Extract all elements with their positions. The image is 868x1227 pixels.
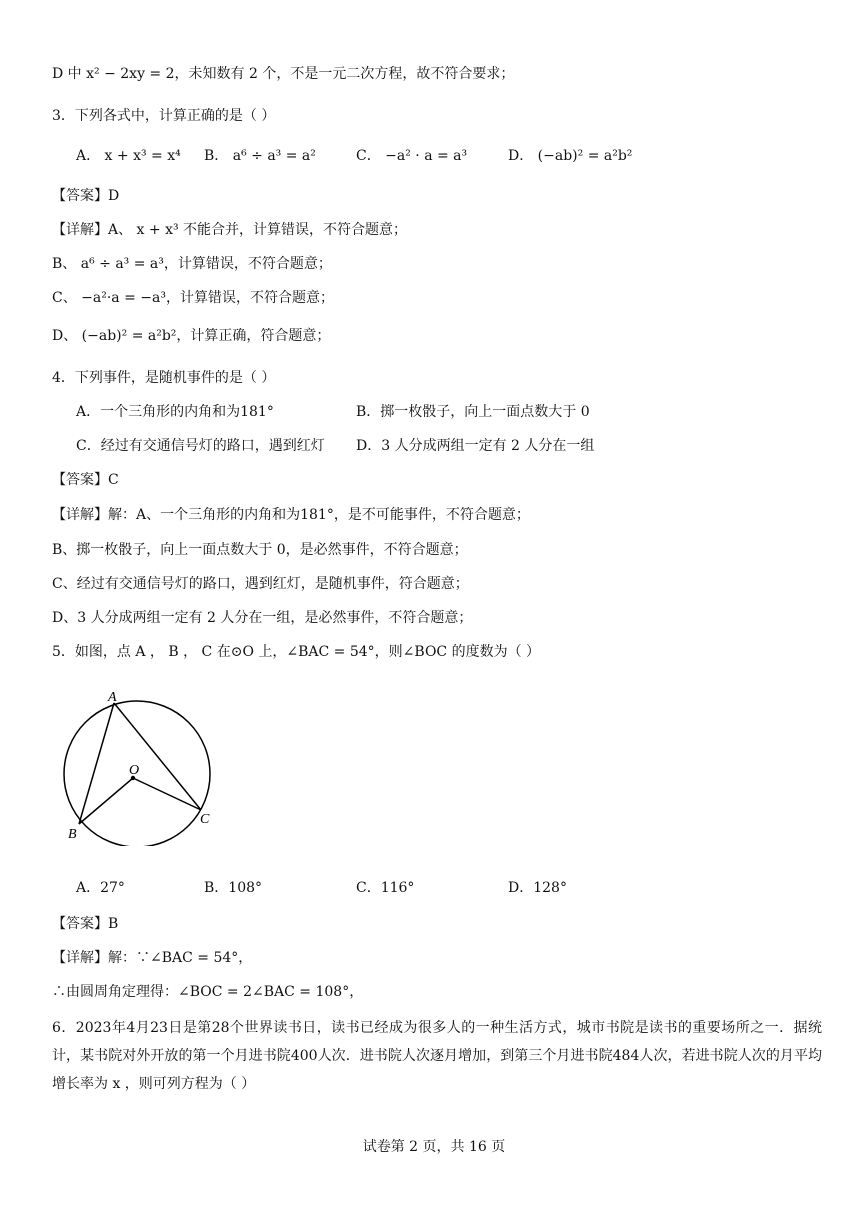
q4-option-d: D．3 人分成两组一定有 2 人分在一组 [356,438,595,454]
radius-ob [79,778,133,824]
radius-oc [133,778,201,810]
page-footer: 试卷第 2 页，共 16 页 [362,1139,506,1155]
q3-answer: 【答案】D [52,188,120,204]
q3-explanation-2: B、 a⁶ ÷ a³ = a³，计算错误，不符合题意； [52,256,332,272]
q3-option-d: D． (−ab)² = a²b² [508,148,633,164]
q5-option-a: A．27° [76,880,125,896]
q5-explanation-1: 【详解】解：∵∠BAC = 54°， [52,950,253,966]
q3-option-b: B． a⁶ ÷ a³ = a² [204,148,316,164]
q4-explanation-4: D、3 人分成两组一定有 2 人分在一组，是必然事件，不符合题意； [52,610,473,626]
q6-stem: 6．2023年4月23日是第28个世界读书日，读书已经成为很多人的一种生活方式，城市书院是读书的重要场所之一．据统计，某书院对外开放的第一个月进书院400人次．进书院人次逐月增加，到第三个月进书院484人次，若进书院人次的月平均增长率为 x ，则可列方程为（ ） [52,1020,822,1092]
label-o: O [129,763,140,778]
q4-explanation-3: C、经过有交通信号灯的路口，遇到红灯，是随机事件，符合题意； [52,576,469,592]
q3-explanation-3: C、 −a²·a = −a³，计算错误，不符合题意； [52,290,334,306]
label-a: A [108,690,117,705]
q4-option-c: C．经过有交通信号灯的路口，遇到红灯 [76,438,325,454]
q5-explanation-2: ∴由圆周角定理得：∠BOC = 2∠BAC = 108°， [52,984,364,1000]
q3-explanation-1: 【详解】A、 x + x³ 不能合并，计算错误，不符合题意； [52,222,408,238]
q4-explanation-2: B、掷一枚骰子，向上一面点数大于 0，是必然事件，不符合题意； [52,542,468,558]
q3-option-a: A． x + x³ = x⁴ [76,148,181,164]
label-c: C [200,812,210,827]
circle-figure [54,686,224,846]
q3-explanation-4: D、 (−ab)² = a²b²，计算正确，符合题意； [52,328,331,344]
q3-option-c: C． −a² · a = a³ [356,148,468,164]
q5-option-b: B．108° [204,880,263,896]
q3-stem: 3．下列各式中，计算正确的是（ ） [52,108,276,124]
q4-option-a: A．一个三角形的内角和为181° [76,404,274,420]
q4-stem: 4．下列事件，是随机事件的是（ ） [52,370,276,386]
q4-option-b: B．掷一枚骰子，向上一面点数大于 0 [356,404,590,420]
q5-option-c: C．116° [356,880,415,896]
q5-stem: 5．如图，点 A ， B ， C 在⊙O 上，∠BAC = 54°，则∠BOC 的度数为（ ） [52,644,541,660]
q5-answer: 【答案】B [52,916,119,932]
q4-explanation-1: 【详解】解：A、一个三角形的内角和为181°，是不可能事件，不符合题意； [52,507,530,523]
q2-option-d-explanation: D 中 x² − 2xy = 2，未知数有 2 个，不是一元二次方程，故不符合要求； [52,66,515,82]
q4-answer: 【答案】C [52,472,119,488]
label-b: B [68,827,77,842]
chord-ac [114,703,201,810]
chord-ab [79,703,114,824]
q5-option-d: D．128° [508,880,567,896]
